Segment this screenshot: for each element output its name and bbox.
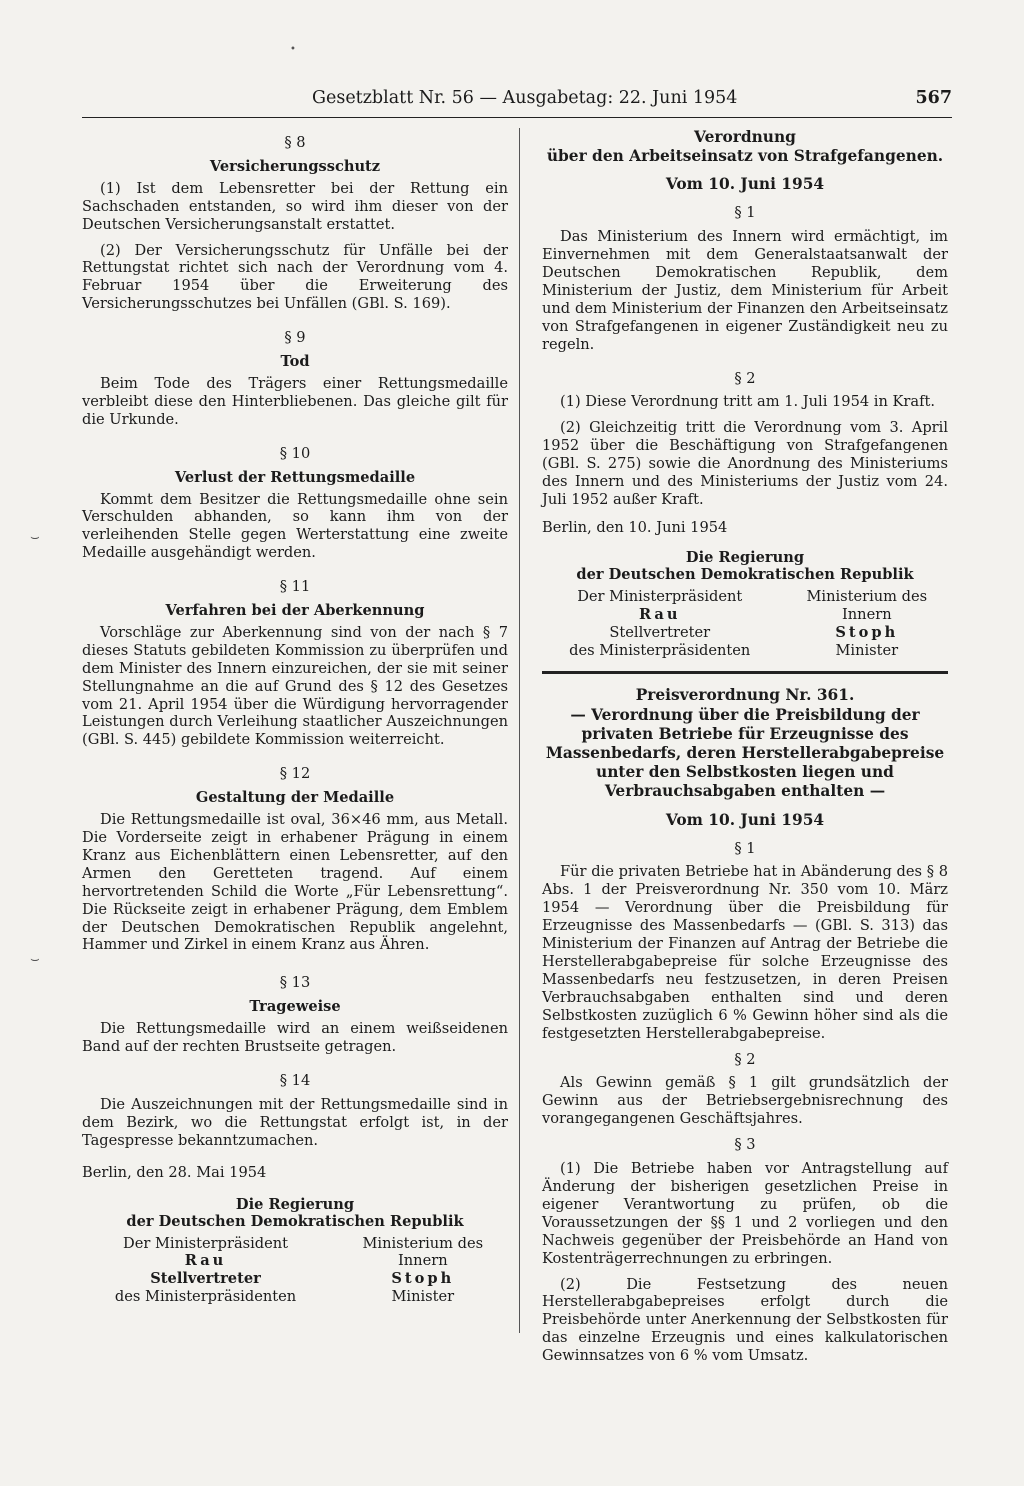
government-signature <box>542 549 948 584</box>
paragraph: Die Rettungsmedaille ist oval, 36×46 mm, aus Metall. Die Vorderseite zeigt in erhabener Prägung in einem Kranz aus Eichenblättern einen Lebensretter, auf den Armen den Geretteten tragend. Auf einem hervortretenden Schild die Worte „Für Lebensrettung“. Die Rückseite zeigt in erhabener Prägung, dem Emblem der Deutschen Demokratischen Republik angelehnt, Hammer und Zirkel in einem Kranz aus Ähren. <box>82 811 508 954</box>
section-number: § 14 <box>279 1071 311 1089</box>
section-title: Verlust der Rettungsmedaille <box>174 468 416 486</box>
decree-date: Vom 10. Juni 1954 <box>665 175 825 194</box>
paragraph: Die Rettungsmedaille wird an einem weißseidenen Band auf der rechten Brustseite getragen. <box>82 1020 508 1056</box>
decree-title: Preisverordnung Nr. 361. <box>635 686 855 705</box>
government-line: Die Regierung <box>685 548 805 566</box>
section-number: § 2 <box>734 1050 756 1068</box>
section-number: § 1 <box>734 204 756 222</box>
paragraph: Kommt dem Besitzer die Rettungsmedaille ohne sein Verschulden abhanden, so kann ihm von der verleihenden Stelle gegen Werterstattung eine zweite Medaille ausgehändigt werden. <box>82 490 508 562</box>
signature-right <box>786 588 948 660</box>
speck-icon: • <box>290 44 296 55</box>
signature-left <box>542 588 777 660</box>
section-number: § 2 <box>734 369 756 387</box>
page-header <box>312 88 952 116</box>
section-title: Gestaltung der Medaille <box>195 789 395 807</box>
paragraph: (1) Die Betriebe haben vor Antragstellung auf Änderung der bisherigen gesetzlichen Preise in eigener Verantwortung zu prüfen, ob die Voraussetzungen der §§ 1 und 2 vorliegen und den Nachweis gegenüber der Preisbehörde an Hand von Kostenträgerrechnungen zu erbringen. <box>542 1160 948 1267</box>
header-rule <box>82 117 952 118</box>
signatory-role: Stellvertreter <box>150 1270 261 1288</box>
section-number: § 1 <box>734 839 756 857</box>
section-title: Verfahren bei der Aberkennung <box>165 602 425 620</box>
signature-right <box>338 1235 508 1307</box>
paragraph: (1) Ist dem Lebensretter bei der Rettung ein Sachschaden entstanden, so wird ihm dieser von der Deutschen Versicherungsanstalt erstattet. <box>82 179 508 233</box>
section-title: Versicherungsschutz <box>209 157 381 175</box>
decree-date: Vom 10. Juni 1954 <box>665 810 825 829</box>
decree-subtitle: über den Arbeitseinsatz von Strafgefangenen. <box>546 147 944 166</box>
paragraph: (1) Diese Verordnung tritt am 1. Juli 1954 in Kraft. <box>560 393 935 411</box>
section-number: § 8 <box>284 134 306 151</box>
section-number: § 10 <box>279 444 311 462</box>
signatory-title: Ministerium des Innern <box>806 587 928 623</box>
paragraph: Das Ministerium des Innern wird ermächtigt, im Einvernehmen mit dem Generalstaatsanwalt der Deutschen Demokratischen Republik, dem Ministerium der Justiz, dem Ministerium für Arbeit und dem Ministerium der Finanzen den Arbeitseinsatz von Strafgefangenen in eigener Zuständigkeit neu zu regeln. <box>542 228 948 353</box>
section-number: § 9 <box>284 329 306 347</box>
decree-title: Verordnung <box>694 128 796 146</box>
signatory-title: Ministerium des Innern <box>362 1234 484 1270</box>
paragraph: Als Gewinn gemäß § 1 gilt grundsätzlich der Gewinn aus der Betriebsergebnisrechnung des vorangegangenen Geschäftsjahres. <box>542 1074 948 1128</box>
gazette-title: Gesetzblatt Nr. 56 — Ausgabetag: 22. Juni 1954 <box>312 88 738 108</box>
section-number: § 13 <box>279 974 311 992</box>
government-signature <box>82 1196 508 1231</box>
right-column <box>542 128 948 1373</box>
paragraph: Vorschläge zur Aberkennung sind von der nach § 7 dieses Statuts gebildeten Kommission zu überprüfen und dem Minister des Innern einzureichen, der sie mit seiner Stellungnahme an die auf Grund des § 12 des Gesetzes vom 21. April 1954 über die Würdigung hervorragender Leistungen durch Verleihung staatlicher Auszeichnungen (GBl. S. 445) gebildete Kommission weiterreicht. <box>82 623 508 749</box>
signatory-role: Minister <box>391 1288 455 1306</box>
paragraph: (2) Der Versicherungsschutz für Unfälle bei der Rettungstat richtet sich nach der Verordnung vom 4. Februar 1954 über die Erweiterung des Versicherungsschutzes bei Unfällen (GBl. S. 169). <box>82 241 508 313</box>
section-number: § 12 <box>279 765 311 783</box>
signatory-role: Minister <box>835 641 899 659</box>
signatory-title: Der Ministerpräsident <box>577 587 743 605</box>
paragraph: Beim Tode des Trägers einer Rettungsmedaille verbleibt diese den Hinterbliebenen. Das gleiche gilt für die Urkunde. <box>82 374 508 428</box>
signatory-name: Rau <box>184 1252 227 1270</box>
margin-mark-icon: ⌣ <box>30 950 40 968</box>
signatory-role: des Ministerpräsidenten <box>114 1288 297 1306</box>
signature-block <box>542 588 948 660</box>
decree-separator <box>542 671 948 674</box>
paragraph: (2) Gleichzeitig tritt die Verordnung vom 3. April 1952 über die Beschäftigung von Strafgefangenen (GBl. S. 275) sowie die Anordnung des Ministeriums des Innern und des Ministeriums der Justiz vom 24. Juli 1952 außer Kraft. <box>542 419 948 508</box>
page-number: 567 <box>915 88 952 108</box>
signatory-name: Stoph <box>391 1270 455 1288</box>
signatory-role: Stellvertreter <box>609 623 711 641</box>
left-column <box>82 128 508 1306</box>
government-line: der Deutschen Demokratischen Republik <box>576 566 914 584</box>
paragraph: (2) Die Festsetzung des neuen Herstellerabgabepreises erfolgt durch die Preisbehörde unter Anerkennung der Selbstkosten für das einzelne Erzeugnis und eines kalkulatorischen Gewinnsatzes von 6 % vom Umsatz. <box>542 1275 948 1365</box>
margin-mark-icon: ⌣ <box>30 528 40 546</box>
signatory-name: Rau <box>638 605 681 623</box>
signatory-title: Der Ministerpräsident <box>123 1234 289 1252</box>
government-line: der Deutschen Demokratischen Republik <box>126 1213 464 1230</box>
place-date: Berlin, den 10. Juni 1954 <box>542 518 728 536</box>
signatory-name: Stoph <box>835 623 899 641</box>
paragraph: Die Auszeichnungen mit der Rettungsmedaille sind in dem Bezirk, wo die Rettungstat erfolgt ist, in der Tagespresse bekanntzumachen. <box>82 1095 508 1149</box>
signatory-role: des Ministerpräsidenten <box>569 641 751 659</box>
decree-subtitle: — Verordnung über die Preisbildung der privaten Betriebe für Erzeugnisse des Massenbedarfs, deren Herstellerabgabepreise unter den Selbstkosten liegen und Verbrauchsabgaben enthalten — <box>545 705 945 801</box>
place-date: Berlin, den 28. Mai 1954 <box>82 1163 267 1181</box>
government-line: Die Regierung <box>235 1195 355 1213</box>
section-title: Trageweise <box>249 998 341 1016</box>
signature-left <box>82 1235 329 1307</box>
paragraph: Für die privaten Betriebe hat in Abänderung des § 8 Abs. 1 der Preisverordnung Nr. 350 vom 10. März 1954 — Verordnung über die Preisbildung für Erzeugnisse des Massenbedarfs — (GBl. S. 313) das Ministerium der Finanzen auf Antrag der Betriebe die Herstellerabgabepreise für solche Erzeugnisse des Massenbedarfs neu festzusetzen, in deren Preisen Verbrauchsabgaben enthalten sind und deren Selbstkosten zuzüglich 6 % Gewinn höher sind als die festgesetzten Herstellerabgabepreise. <box>542 863 948 1042</box>
signature-block <box>82 1235 508 1307</box>
column-divider <box>519 128 520 1333</box>
section-number: § 3 <box>734 1136 756 1154</box>
section-title: Tod <box>280 353 310 371</box>
section-number: § 11 <box>279 578 311 596</box>
